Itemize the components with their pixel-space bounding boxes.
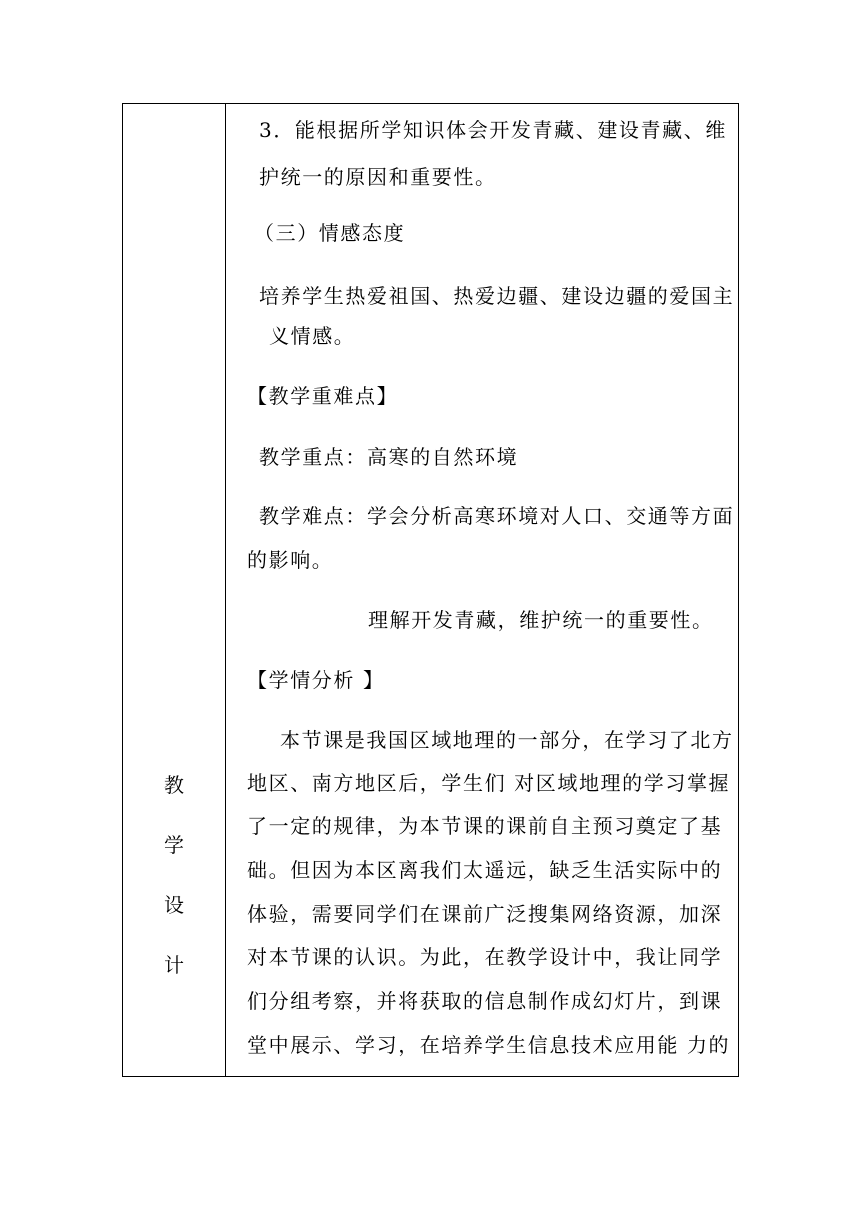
paragraph-line: 了一定的规律，为本节课的课前自主预习奠定了基 [247, 814, 723, 838]
section-heading: 【教学重难点】 [247, 384, 399, 408]
section-label-char: 学 [164, 833, 184, 857]
section-label-char: 设 [164, 893, 184, 917]
paragraph-line: 体验，需要同学们在课前广泛搜集网络资源，加深 [247, 902, 723, 926]
paragraph-line: 地区、南方地区后，学生们 对区域地理的学习掌握 [247, 771, 731, 795]
section-heading: 【学情分析 】 [247, 668, 385, 692]
paragraph-line: 们分组考察，并将获取的信息制作成幻灯片，到课 [247, 989, 723, 1013]
text-line: 的影响。 [247, 548, 334, 572]
section-label-char: 计 [164, 953, 184, 977]
section-heading: （三）情感态度 [254, 221, 406, 245]
text-line: 理解开发青藏，维护统一的重要性。 [368, 608, 714, 632]
lesson-plan-table [122, 103, 739, 1077]
paragraph-line: 本节课是我国区域地理的一部分，在学习了北方 [280, 728, 734, 752]
paragraph-line: 堂中展示、学习，在培养学生信息技术应用能 力的 [247, 1033, 731, 1057]
text-line: 培养学生热爱祖国、热爱边疆、建设边疆的爱国主 [259, 284, 735, 308]
section-label-cell [123, 104, 225, 1076]
text-line: 义情感。 [269, 324, 356, 348]
section-label-char: 教 [164, 773, 184, 797]
content-cell [226, 104, 738, 1076]
text-line: 教学重点：高寒的自然环境 [259, 445, 519, 469]
paragraph-line: 础。但因为本区离我们太遥远，缺乏生活实际中的 [247, 858, 723, 882]
text-line: 3．能根据所学知识体会开发青藏、建设青藏、维 [259, 118, 727, 142]
text-line: 护统一的原因和重要性。 [259, 165, 497, 189]
text-line: 教学难点：学会分析高寒环境对人口、交通等方面 [259, 504, 735, 528]
paragraph-line: 对本节课的认识。为此，在教学设计中，我让同学 [247, 945, 723, 969]
